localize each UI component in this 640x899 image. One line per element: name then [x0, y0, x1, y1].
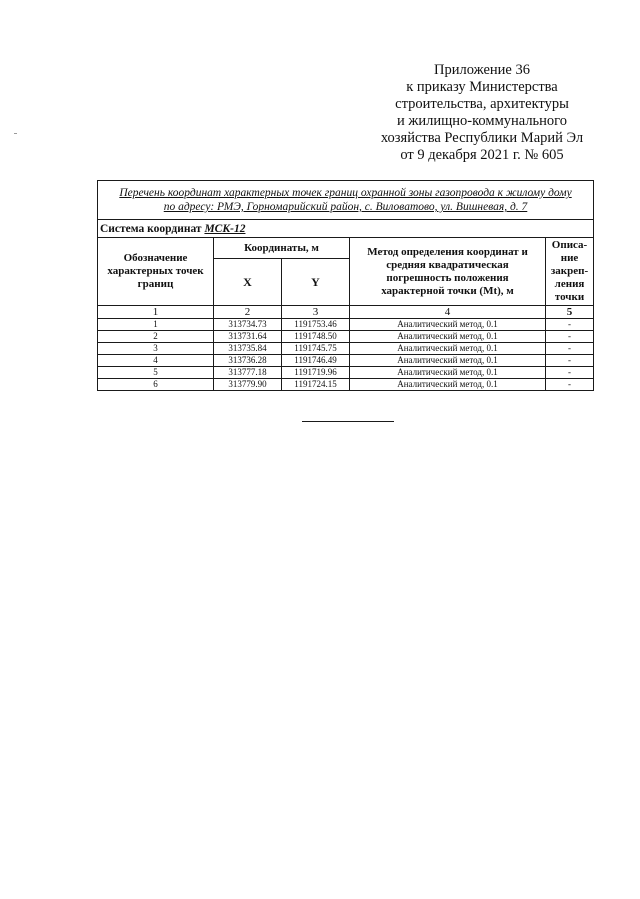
- header-line: хозяйства Республики Марий Эл: [380, 130, 584, 146]
- header-description-line: точки: [554, 291, 585, 303]
- point-y: 1191748.50: [282, 331, 350, 343]
- coordinate-system-label: Система координат: [100, 222, 202, 235]
- point-description: -: [546, 331, 594, 343]
- header-designation-line: характерных точек: [107, 265, 204, 277]
- header-method-line: характерной точки (Mt), м: [381, 284, 514, 297]
- point-id: 6: [98, 379, 214, 391]
- point-method: Аналитический метод, 0.1: [350, 343, 546, 355]
- header-description-line: закреп-: [550, 265, 589, 277]
- point-method: Аналитический метод, 0.1: [350, 355, 546, 367]
- header-line: от 9 декабря 2021 г. № 605: [400, 147, 564, 163]
- margin-scan-mark: [14, 133, 17, 134]
- coordinate-system-value: МСК-12: [204, 222, 246, 235]
- point-description: -: [546, 319, 594, 331]
- header-description-line: ние: [560, 252, 579, 264]
- point-x: 313734.73: [214, 319, 282, 331]
- header-designation: [98, 238, 214, 306]
- point-id: 1: [98, 319, 214, 331]
- column-number-row: [98, 306, 594, 319]
- point-method: Аналитический метод, 0.1: [350, 379, 546, 391]
- header-line: строительства, архитектуры: [395, 96, 569, 112]
- table-row: [98, 331, 594, 343]
- header-line: Приложение 36: [434, 62, 530, 78]
- point-x: 313731.64: [214, 331, 282, 343]
- table-row: [98, 367, 594, 379]
- point-id: 4: [98, 355, 214, 367]
- point-y: 1191719.96: [282, 367, 350, 379]
- column-number: 1: [98, 306, 214, 319]
- header-designation-line: границ: [137, 278, 174, 290]
- header-description-line: ления: [554, 278, 585, 290]
- column-number: 4: [350, 306, 546, 319]
- header-method: [350, 238, 546, 306]
- table-row: [98, 319, 594, 331]
- header-x: X: [214, 259, 282, 306]
- point-description: -: [546, 367, 594, 379]
- point-y: 1191745.75: [282, 343, 350, 355]
- header-method-line: Метод определения координат и: [367, 245, 528, 258]
- point-y: 1191746.49: [282, 355, 350, 367]
- coordinate-system-row: [98, 220, 594, 238]
- appendix-header: [360, 62, 604, 164]
- coordinates-table: [97, 180, 594, 391]
- header-description: [546, 238, 594, 306]
- point-id: 3: [98, 343, 214, 355]
- point-x: 313736.28: [214, 355, 282, 367]
- table-title-line: Перечень координат характерных точек границ охранной зоны газопровода к жилому дому: [119, 187, 572, 199]
- header-designation-line: Обозначение: [123, 252, 188, 264]
- column-number: 3: [282, 306, 350, 319]
- point-id: 5: [98, 367, 214, 379]
- point-description: -: [546, 343, 594, 355]
- point-description: -: [546, 379, 594, 391]
- header-method-line: средняя квадратическая: [386, 258, 509, 271]
- point-x: 313779.90: [214, 379, 282, 391]
- table-row: [98, 379, 594, 391]
- point-method: Аналитический метод, 0.1: [350, 319, 546, 331]
- column-number: 5: [546, 306, 594, 319]
- point-y: 1191724.15: [282, 379, 350, 391]
- point-x: 313777.18: [214, 367, 282, 379]
- header-line: к приказу Министерства: [406, 79, 558, 95]
- table-row: [98, 355, 594, 367]
- point-method: Аналитический метод, 0.1: [350, 367, 546, 379]
- header-method-line: погрешность положения: [386, 271, 509, 284]
- point-id: 2: [98, 331, 214, 343]
- point-method: Аналитический метод, 0.1: [350, 331, 546, 343]
- table-title-line: по адресу: РМЭ, Горномарийский район, с. Виловатово, ул. Вишневая, д. 7: [163, 201, 528, 213]
- point-y: 1191753.46: [282, 319, 350, 331]
- point-description: -: [546, 355, 594, 367]
- table-title: [98, 181, 594, 220]
- header-line: и жилищно-коммунального: [396, 113, 568, 129]
- point-x: 313735.84: [214, 343, 282, 355]
- table-row: [98, 343, 594, 355]
- end-of-document-rule: [302, 421, 394, 422]
- column-number: 2: [214, 306, 282, 319]
- header-y: Y: [282, 259, 350, 306]
- header-description-line: Описа-: [551, 239, 588, 251]
- header-coordinates: Координаты, м: [214, 238, 350, 259]
